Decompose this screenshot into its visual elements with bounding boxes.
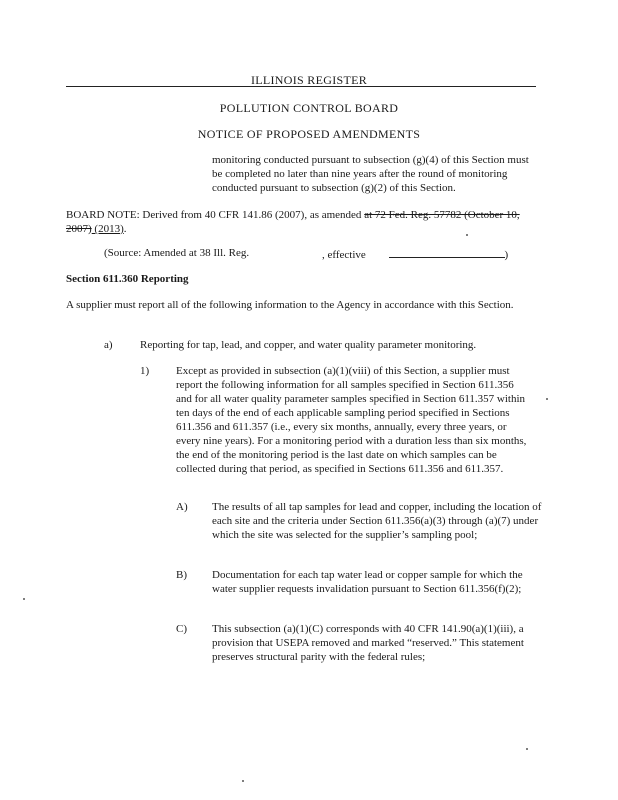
scan-speck (546, 398, 548, 400)
item-B-label: B) (176, 569, 187, 581)
source-close-paren: ) (504, 249, 509, 261)
notice-title: NOTICE OF PROPOSED AMENDMENTS (197, 127, 421, 141)
board-note (66, 208, 536, 236)
board-note-struck-text: at 72 Fed. Reg. 57782 (October 10, 2007) (66, 209, 520, 235)
item-C-label: C) (176, 623, 187, 635)
item-1-label: 1) (140, 365, 150, 377)
item-B-text: Documentation for each tap water lead or copper sample for which the water supplier requests invalidation pursuant to Section 611.356(f)(2); (212, 569, 523, 595)
scan-speck (242, 780, 244, 782)
item-a-label: a) (104, 339, 113, 351)
item-1-text: Except as provided in subsection (a)(1)(viii) of this Section, a supplier must report the following information for all samples specified in Section 611.356 and for all water quality parameter samples specified in Section 611.357 within ten days of the end of each applicable sampling period specified in Sections 611.356 and 611.357 (i.e., every six months, annually, every three years, or every nine years). For a monitoring period with a duration less than six months, the end of the monitoring period is the last date on which samples can be collected during that period, as specified in Sections 611.356 and 611.357. (176, 365, 527, 475)
source-line (104, 246, 249, 260)
board-note-inserted-text: (2013) (91, 223, 124, 235)
section-intro: A supplier must report all of the following information to the Agency in accordance with this Section. (66, 299, 514, 311)
register-title: ILLINOIS REGISTER (250, 73, 368, 87)
scan-speck (23, 598, 25, 600)
item-a-text: Reporting for tap, lead, and copper, and water quality parameter monitoring. (140, 339, 477, 351)
board-title: POLLUTION CONTROL BOARD (219, 101, 399, 115)
effective-date-blank (389, 246, 505, 258)
continuation-paragraph: monitoring conducted pursuant to subsection (g)(4) of this Section must be completed no later than nine years after the round of monitoring conducted pursuant to subsection (g)(2) of this Section. (212, 154, 529, 194)
board-note-period: . (123, 223, 127, 235)
source-text: (Source: Amended at 38 Ill. Reg. (104, 247, 250, 259)
board-note-text: BOARD NOTE: Derived from 40 CFR 141.86 (2007), as amended (66, 209, 365, 221)
source-effective-text: , effective (322, 249, 366, 261)
item-A-text: The results of all tap samples for lead and copper, including the location of each site and the criteria under Section 611.356(a)(3) through (a)(7) under which the site was selected for the supplier’s sampling pool; (212, 501, 542, 541)
scan-speck (526, 748, 528, 750)
source-effective (322, 246, 508, 262)
item-A-label: A) (176, 501, 188, 513)
scan-speck (466, 234, 468, 236)
item-C-text: This subsection (a)(1)(C) corresponds with 40 CFR 141.90(a)(1)(iii), a provision that USEPA removed and marked “reserved.” This statement preserves structural parity with the federal rules; (212, 623, 524, 663)
section-heading: Section 611.360 Reporting (66, 273, 189, 285)
